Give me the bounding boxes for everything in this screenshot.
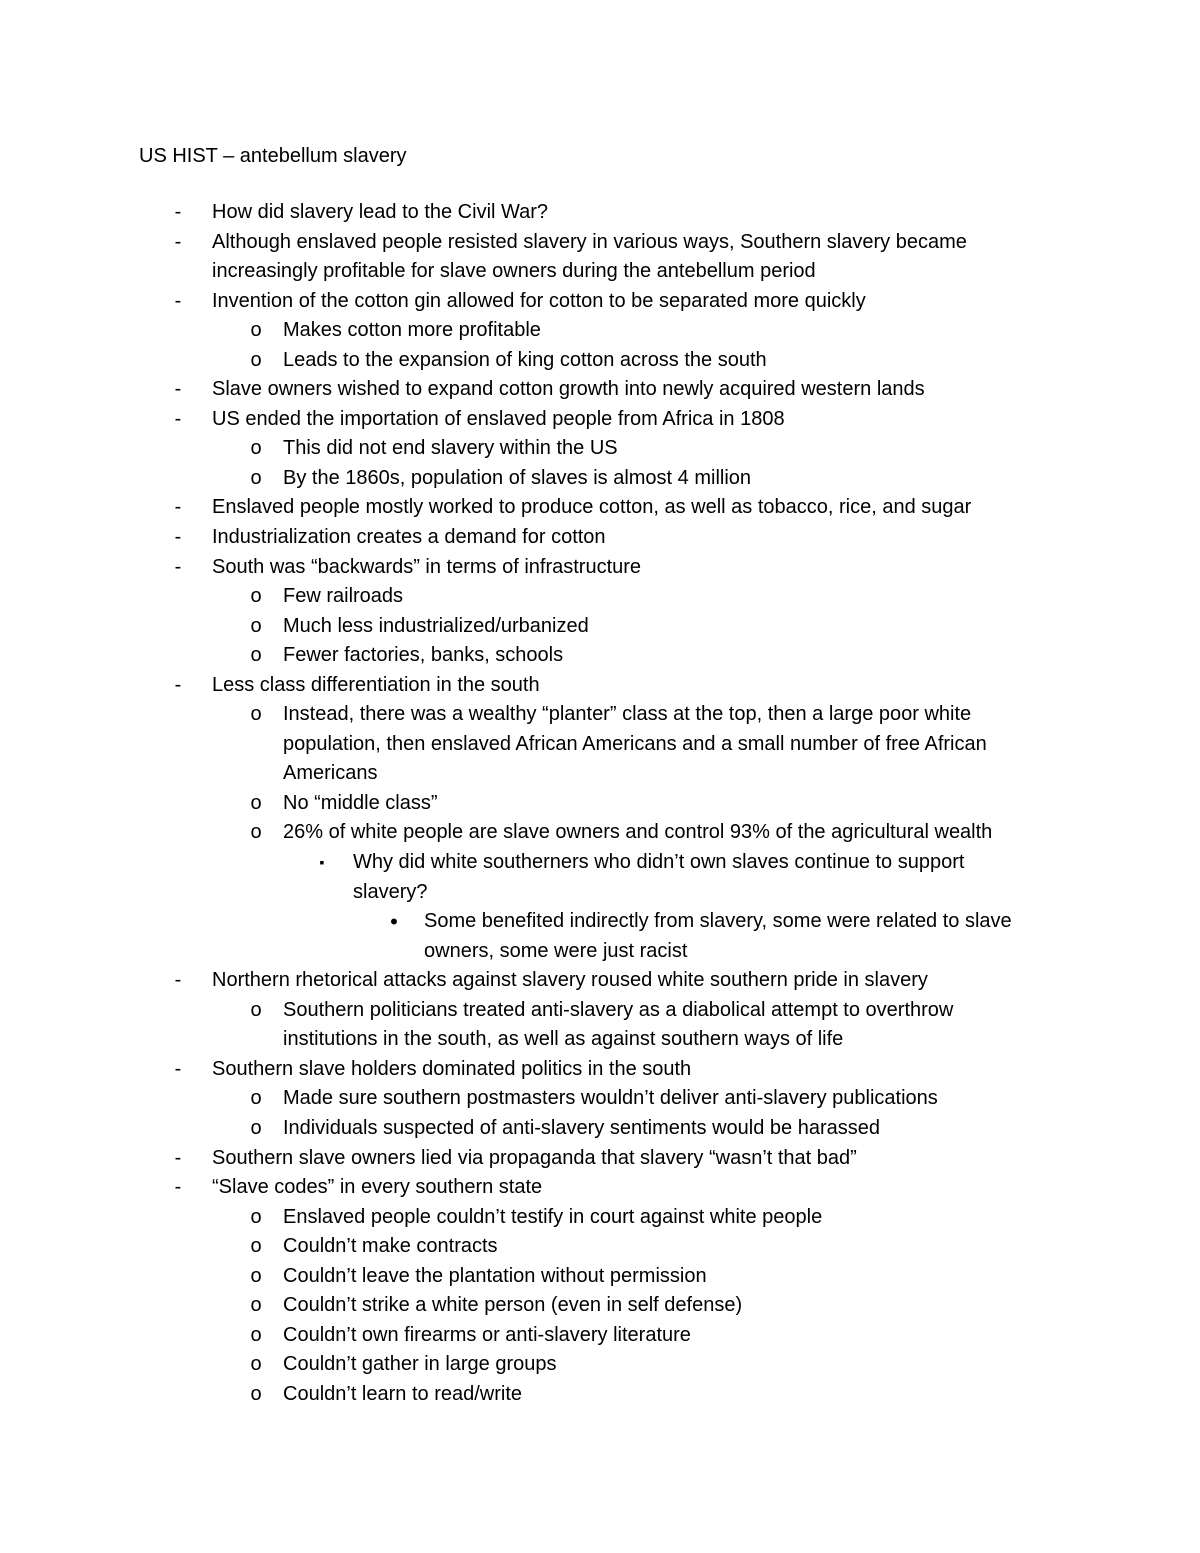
outline-item-line [0, 257, 1200, 287]
bullet-marker-level-2: o [250, 348, 262, 371]
outline-item-text: Makes cotton more profitable [283, 319, 541, 342]
outline-item-line [0, 405, 1200, 435]
outline-item-line [0, 730, 1200, 760]
bullet-marker-level-2: o [250, 1353, 262, 1376]
bullet-marker-level-1: - [174, 378, 182, 401]
outline-item-text: “Slave codes” in every southern state [212, 1176, 543, 1199]
outline-item-text: slavery? [353, 880, 428, 903]
outline-item-text: Industrialization creates a demand for cotton [212, 526, 606, 549]
bullet-marker-level-2: o [250, 791, 262, 814]
outline-item-line [0, 553, 1200, 583]
outline-item-line [0, 937, 1200, 967]
bullet-marker-level-2: o [250, 1116, 262, 1139]
outline-item-text: No “middle class” [283, 791, 438, 814]
outline-item-text: Made sure southern postmasters wouldn’t deliver anti-slavery publications [283, 1087, 938, 1110]
outline-item-line [0, 759, 1200, 789]
outline-item-line [0, 1055, 1200, 1085]
outline-item-text: Some benefited indirectly from slavery, some were related to slave [424, 910, 1012, 933]
outline-item-text: Instead, there was a wealthy “planter” class at the top, then a large poor white [283, 703, 972, 726]
outline-item-line [0, 1144, 1200, 1174]
outline-item-line [0, 848, 1200, 878]
outline-item-line [0, 1084, 1200, 1114]
bullet-marker-level-2: o [250, 1382, 262, 1405]
outline-item-text: This did not end slavery within the US [283, 437, 618, 460]
bullet-marker-level-2: o [250, 1264, 262, 1287]
outline-item-line [0, 1173, 1200, 1203]
outline-item-line [0, 1203, 1200, 1233]
outline-item-line [0, 316, 1200, 346]
outline-item-text: Enslaved people couldn’t testify in court against white people [283, 1205, 823, 1228]
outline-item-text: Fewer factories, banks, schools [283, 644, 564, 667]
bullet-marker-level-2: o [250, 1235, 262, 1258]
outline-item-line [0, 612, 1200, 642]
outline-item-text: Individuals suspected of anti-slavery sentiments would be harassed [283, 1116, 880, 1139]
outline-item-line [0, 789, 1200, 819]
bullet-marker-level-1: - [174, 496, 182, 519]
bullet-marker-level-2: o [250, 466, 262, 489]
outline-item-line [0, 375, 1200, 405]
outline-item-line [0, 966, 1200, 996]
outline-item-line [0, 878, 1200, 908]
outline-item-text: How did slavery lead to the Civil War? [212, 201, 549, 223]
outline-item-line [0, 434, 1200, 464]
bullet-marker-level-1: - [174, 230, 182, 253]
bullet-marker-level-1: - [174, 1146, 182, 1169]
outline-item-text: Leads to the expansion of king cotton across the south [283, 348, 767, 371]
bullet-marker-level-2: o [250, 614, 262, 637]
bullet-marker-level-2: o [250, 1294, 262, 1317]
outline-item-text: Less class differentiation in the south [212, 673, 540, 696]
outline-item-line [0, 907, 1200, 937]
outline-item-text: Couldn’t gather in large groups [283, 1353, 557, 1376]
bullet-marker-level-1: - [174, 673, 182, 696]
outline-item-line [0, 464, 1200, 494]
outline-item-text: By the 1860s, population of slaves is almost 4 million [283, 466, 752, 489]
notes-outline [0, 198, 1200, 1409]
bullet-marker-level-2: o [250, 437, 262, 460]
outline-item-line [0, 523, 1200, 553]
bullet-marker-level-1: - [174, 1057, 182, 1080]
outline-item-text: Invention of the cotton gin allowed for cotton to be separated more quickly [212, 289, 866, 312]
bullet-marker-level-2: o [250, 821, 262, 844]
outline-item-line [0, 493, 1200, 523]
bullet-marker-level-1: - [174, 289, 182, 312]
outline-item-line [0, 198, 1200, 228]
outline-item-line [0, 582, 1200, 612]
outline-item-text: owners, some were just racist [424, 939, 688, 962]
bullet-marker-level-1: - [174, 555, 182, 578]
outline-item-text: Northern rhetorical attacks against slavery roused white southern pride in slavery [212, 969, 928, 992]
outline-item-text: Couldn’t leave the plantation without permission [283, 1264, 707, 1287]
outline-item-line [0, 641, 1200, 671]
outline-item-text: 26% of white people are slave owners and control 93% of the agricultural wealth [283, 821, 993, 844]
bullet-marker-level-2: o [250, 703, 262, 726]
outline-item-text: Couldn’t learn to read/write [283, 1382, 523, 1405]
bullet-marker-level-4: • [390, 909, 398, 935]
outline-item-text: Slave owners wished to expand cotton growth into newly acquired western lands [212, 378, 925, 401]
outline-item-line [0, 996, 1200, 1026]
outline-item-line [0, 346, 1200, 376]
outline-item-line [0, 1262, 1200, 1292]
outline-item-text: increasingly profitable for slave owners during the antebellum period [212, 260, 816, 283]
outline-item-line [0, 1380, 1200, 1410]
outline-item-line [0, 1350, 1200, 1380]
outline-item-line [0, 700, 1200, 730]
outline-item-text: Southern politicians treated anti-slavery as a diabolical attempt to overthrow [283, 998, 954, 1021]
outline-item-line [0, 818, 1200, 848]
outline-item-line [0, 1232, 1200, 1262]
outline-item-line [0, 1321, 1200, 1351]
bullet-marker-level-2: o [250, 1087, 262, 1110]
bullet-marker-level-2: o [250, 998, 262, 1021]
bullet-marker-level-2: o [250, 1323, 262, 1346]
outline-item-text: Couldn’t make contracts [283, 1235, 498, 1258]
outline-item-text: Americans [283, 762, 378, 785]
outline-item-line [0, 228, 1200, 258]
outline-item-line [0, 287, 1200, 317]
bullet-marker-level-2: o [250, 319, 262, 342]
bullet-marker-level-2: o [250, 644, 262, 667]
outline-item-text: South was “backwards” in terms of infrastructure [212, 555, 642, 578]
bullet-marker-level-2: o [250, 585, 262, 608]
outline-item-text: institutions in the south, as well as against southern ways of life [283, 1028, 844, 1051]
bullet-marker-level-1: - [174, 1176, 182, 1199]
outline-item-text: Much less industrialized/urbanized [283, 614, 589, 637]
outline-item-text: population, then enslaved African Americans and a small number of free African [283, 732, 987, 755]
outline-item-text: Enslaved people mostly worked to produce cotton, as well as tobacco, rice, and sugar [212, 496, 972, 519]
outline-item-line [0, 671, 1200, 701]
outline-item-line [0, 1291, 1200, 1321]
bullet-marker-level-2: o [250, 1205, 262, 1228]
outline-item-text: Southern slave owners lied via propaganda that slavery “wasn’t that bad” [212, 1146, 857, 1169]
outline-item-line [0, 1114, 1200, 1144]
document-title: US HIST – antebellum slavery [139, 145, 407, 167]
bullet-marker-level-1: - [174, 407, 182, 430]
outline-item-text: Couldn’t own firearms or anti-slavery literature [283, 1323, 691, 1346]
outline-item-text: Why did white southerners who didn’t own slaves continue to support [353, 851, 965, 874]
bullet-marker-level-1: - [174, 201, 182, 223]
outline-item-text: Few railroads [283, 585, 404, 608]
bullet-marker-level-1: - [174, 526, 182, 549]
outline-item-text: Although enslaved people resisted slavery in various ways, Southern slavery became [212, 230, 967, 253]
outline-item-text: US ended the importation of enslaved people from Africa in 1808 [212, 407, 785, 430]
outline-item-text: Couldn’t strike a white person (even in self defense) [283, 1294, 743, 1317]
bullet-marker-level-1: - [174, 969, 182, 992]
bullet-marker-level-3: ▪ [319, 854, 325, 871]
outline-item-line [0, 1025, 1200, 1055]
outline-item-text: Southern slave holders dominated politics in the south [212, 1057, 692, 1080]
